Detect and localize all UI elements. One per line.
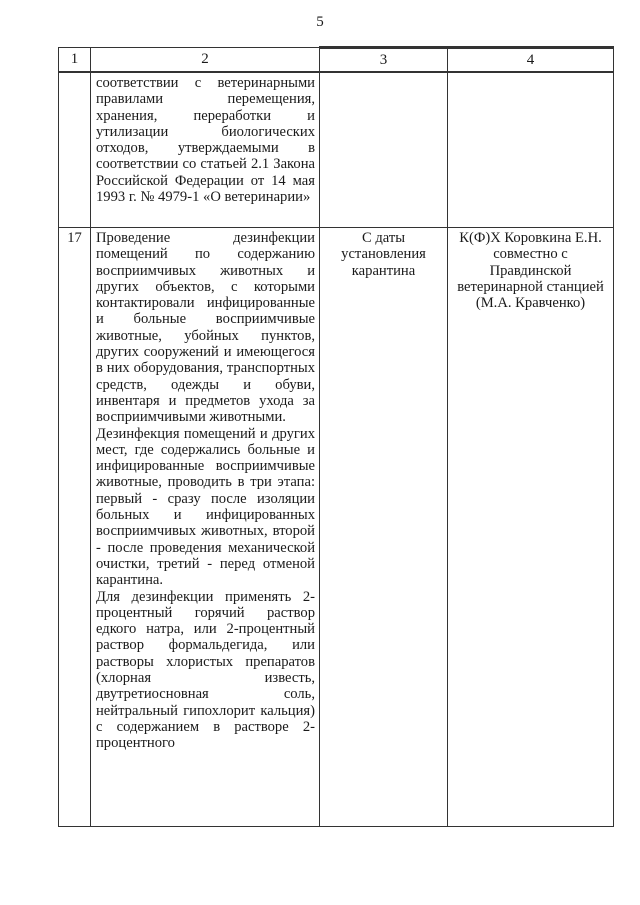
column-header-4: 4	[448, 48, 614, 73]
table-row-continuation	[59, 72, 614, 228]
continuation-text: соответствии с ветеринарными правилами перемещения, хранения, переработки и утилизации биологических отходов, утверждаемыми в соответствии со статьей 2.1 Закона Российской Федерации от 14 мая 1993 г. № 4979-1 «О ветеринарии»	[96, 75, 315, 206]
measures-table	[58, 46, 614, 827]
measure-paragraph-2: Дезинфекция помещений и других мест, где содержались больные и инфицированные восприимчивые животные, проводить в три этапа: первый - сразу после изоляции больных и инфицированных восприимчивых животных, второй - после проведения механической очистки, третий - перед отменой карантина.	[96, 425, 315, 589]
table-header-row	[59, 48, 614, 73]
item-deadline: С даты установления карантина	[341, 230, 426, 279]
item-number-cell	[59, 228, 91, 827]
page-number: 5	[316, 14, 324, 30]
continuation-number-cell	[59, 72, 91, 228]
column-header-1: 1	[59, 48, 91, 73]
item-measure-text	[91, 228, 319, 752]
item-measure-cell	[91, 228, 320, 827]
item-number: 17	[67, 230, 82, 246]
measure-paragraph-3: Для дезинфекции применять 2-процентный горячий раствор едкого натра, или 2-процентный раствор формальдегида, или растворы хлористых препаратов (хлорная известь, двутретиосновная соль, нейтральный гипохлорит кальция) с содержанием в растворе 2-процентного	[96, 588, 315, 752]
table-row-17	[59, 228, 614, 827]
measure-paragraph-1: Проведение дезинфекции помещений по содержанию восприимчивых животных и других объектов, с которыми контактировали инфицированные и больные восприимчивые животные, убойных пунктов, других сооружений и имеющегося в них оборудования, транспортных средств, одежды и обуви, инвентаря и предметов ухода за восприимчивыми животными.	[96, 230, 315, 426]
continuation-text-cell	[91, 72, 320, 228]
item-deadline-cell	[320, 228, 448, 827]
item-responsible: К(Ф)Х Коровкина Е.Н. совместно с Правдинской ветеринарной станцией (М.А. Кравченко)	[457, 230, 604, 312]
continuation-deadline-cell	[320, 72, 448, 228]
column-header-3: 3	[320, 48, 448, 73]
column-header-2: 2	[91, 48, 320, 73]
item-responsible-cell	[448, 228, 614, 827]
continuation-responsible-cell	[448, 72, 614, 228]
